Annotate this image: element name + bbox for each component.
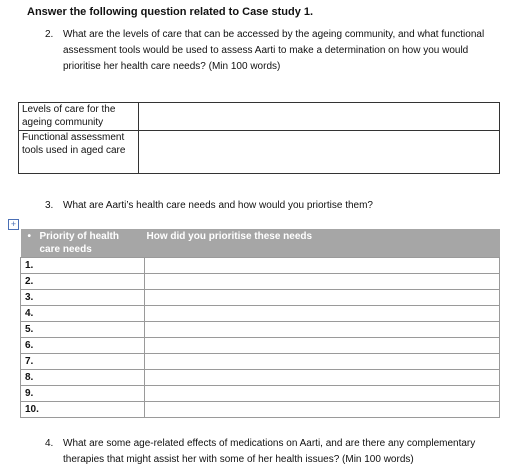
table-row: [19, 131, 500, 174]
levels-of-care-answer-cell[interactable]: [139, 103, 500, 131]
question-3-number: 3.: [45, 200, 54, 211]
table-row: [21, 290, 500, 306]
row-number: 3.: [21, 290, 145, 306]
answer-cell[interactable]: [145, 258, 500, 274]
row-number: 7.: [21, 354, 145, 370]
assessment-tools-answer-cell[interactable]: [139, 131, 500, 174]
table-row: [21, 402, 500, 418]
row-number: 8.: [21, 370, 145, 386]
table-row: [19, 103, 500, 131]
table-row: [21, 258, 500, 274]
row-number: 9.: [21, 386, 145, 402]
answer-cell[interactable]: [145, 322, 500, 338]
table-row: [21, 386, 500, 402]
question-2: [45, 27, 500, 77]
answer-cell[interactable]: [145, 290, 500, 306]
table-row: [21, 370, 500, 386]
row-number: 2.: [21, 274, 145, 290]
row-number: 10.: [21, 402, 145, 418]
question-2-number: 2.: [45, 29, 54, 40]
table-header-row: [21, 229, 500, 258]
question-4-number: 4.: [45, 438, 54, 449]
table-row: [21, 322, 500, 338]
answer-cell[interactable]: [145, 306, 500, 322]
row-number: 4.: [21, 306, 145, 322]
question-3-text: What are Aarti’s health care needs and how would you priortise them?: [63, 200, 373, 211]
question-4-text: What are some age-related effects of medications on Aarti, and are there any complementary therapies that might assist her with some of her health issues? (Min 100 words): [63, 438, 476, 465]
answer-cell[interactable]: [145, 386, 500, 402]
table-row: [21, 274, 500, 290]
answer-cell[interactable]: [145, 354, 500, 370]
priority-needs-table: [20, 229, 500, 418]
levels-of-care-label: Levels of care for the ageing community: [19, 103, 139, 131]
prioritise-header: How did you prioritise these needs: [145, 229, 500, 258]
answer-cell[interactable]: [145, 370, 500, 386]
priority-header-label: Priority of health care needs: [39, 231, 119, 255]
answer-cell[interactable]: [145, 402, 500, 418]
answer-cell[interactable]: [145, 338, 500, 354]
priority-header: [21, 229, 145, 258]
question-4: [45, 436, 500, 468]
question-2-text: What are the levels of care that can be accessed by the ageing community, and what functional assessment tools would be used to assess Aarti to make a determination on how you would prioritise her health care needs? (Min 100 words): [63, 29, 485, 72]
section-heading: Answer the following question related to Case study 1.: [27, 6, 314, 18]
row-number: 1.: [21, 258, 145, 274]
table-row: [21, 338, 500, 354]
table-row: [21, 306, 500, 322]
move-handle-icon[interactable]: +: [8, 219, 19, 230]
care-levels-table: [18, 102, 500, 174]
question-3: [45, 198, 500, 214]
answer-cell[interactable]: [145, 274, 500, 290]
row-number: 5.: [21, 322, 145, 338]
assessment-tools-label: Functional assessment tools used in aged care: [19, 131, 139, 174]
row-number: 6.: [21, 338, 145, 354]
table-row: [21, 354, 500, 370]
bullet-icon: •: [27, 231, 32, 242]
